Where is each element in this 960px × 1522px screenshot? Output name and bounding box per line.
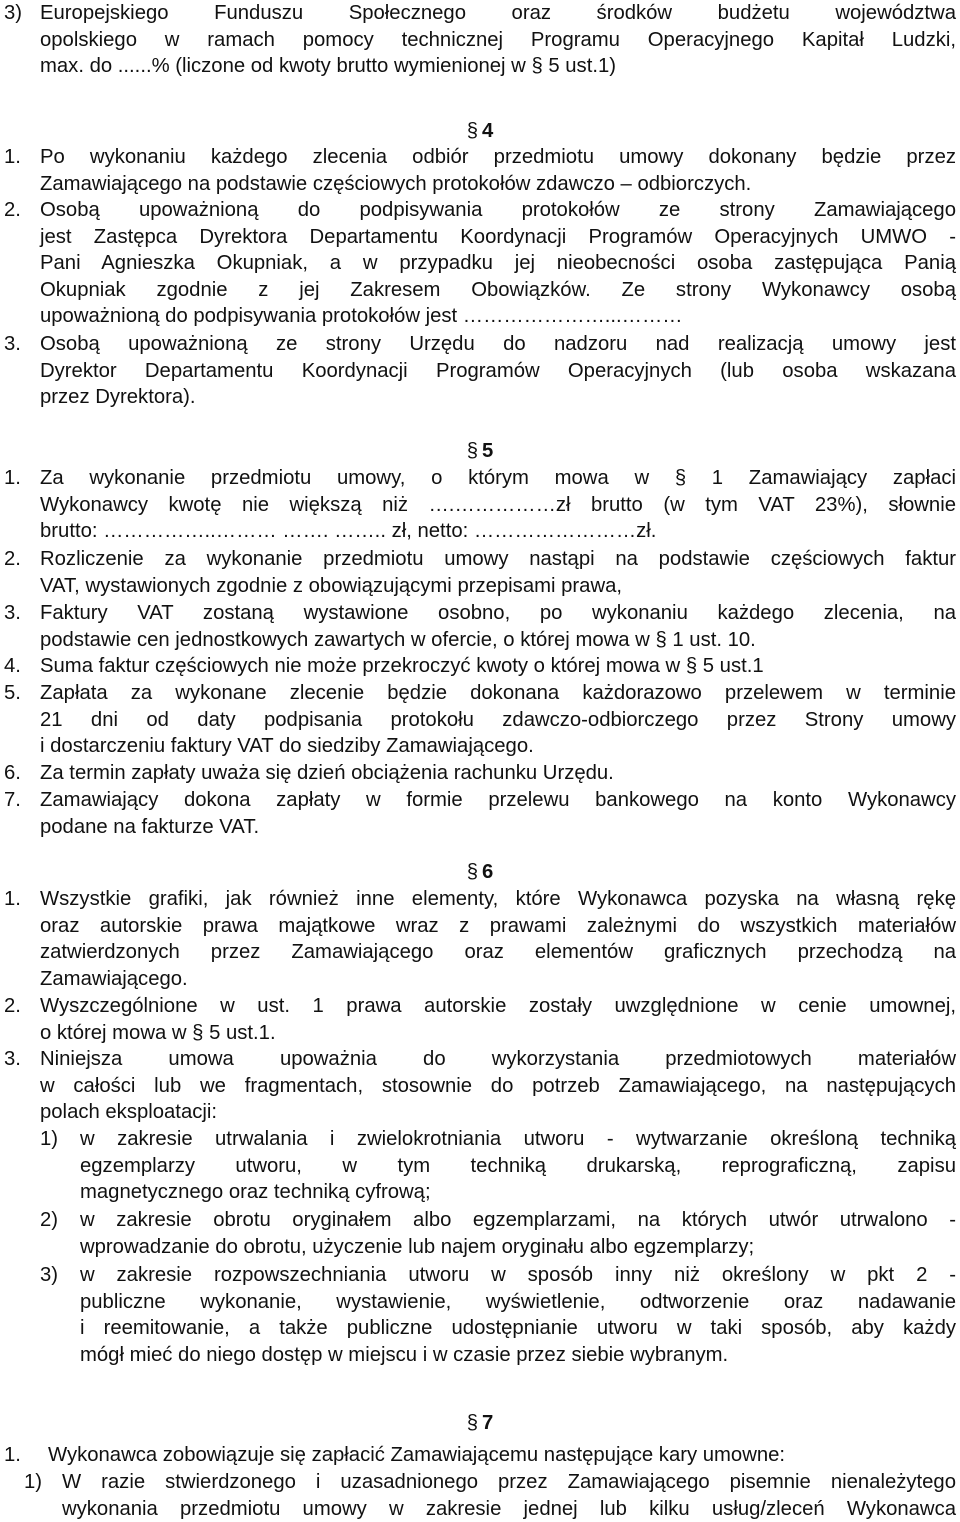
section-heading-5 — [0, 438, 960, 464]
item-text — [80, 1126, 956, 1206]
item-text — [40, 197, 956, 330]
item-number: 4. — [4, 653, 21, 680]
item-number: 1. — [4, 465, 21, 492]
item-number: 1. — [4, 1442, 21, 1469]
text-line: polach eksploatacji: — [40, 1099, 956, 1126]
text-line: magnetycznego oraz techniką cyfrową; — [80, 1179, 956, 1206]
section-symbol: § — [467, 120, 478, 142]
section-number: 7 — [482, 1412, 493, 1434]
text-line: Zamawiającego na podstawie częściowych protokołów zdawczo – odbiorczych. — [40, 171, 956, 198]
text-line: Po wykonaniu każdego zlecenia odbiór przedmiotu umowy dokonany będzie przez — [40, 144, 956, 171]
text-line: jest Zastępca Dyrektora Departamentu Koordynacji Programów Operacyjnych UMWO - — [40, 224, 956, 251]
item-text — [40, 1046, 956, 1126]
text-line: Faktury VAT zostaną wystawione osobno, po wykonaniu każdego zlecenia, na — [40, 600, 956, 627]
text-line: w zakresie rozpowszechniania utworu w sposób inny niż określony w pkt 2 - — [80, 1262, 956, 1289]
text-line: o której mowa w § 5 ust.1. — [40, 1020, 956, 1047]
text-line: Za termin zapłaty uważa się dzień obciążenia rachunku Urzędu. — [40, 760, 956, 787]
text-line: max. do ......% (liczone od kwoty brutto wymienionej w § 5 ust.1) — [40, 53, 956, 80]
item-number: 2. — [4, 993, 21, 1020]
item-text — [40, 0, 956, 80]
section-number: 5 — [482, 440, 493, 462]
text-line: Suma faktur częściowych nie może przekroczyć kwoty o której mowa w § 5 ust.1 — [40, 653, 956, 680]
item-number: 3. — [4, 600, 21, 627]
item-number: 3) — [40, 1262, 58, 1289]
text-line: Osobą upoważnioną do podpisywania protokołów ze strony Zamawiającego — [40, 197, 956, 224]
text-line: Wykonawca zobowiązuje się zapłacić Zamawiającemu następujące kary umowne: — [48, 1442, 956, 1469]
section-symbol: § — [467, 861, 478, 883]
item-number: 1) — [24, 1469, 42, 1496]
text-line: 21 dni od daty podpisania protokołu zdawczo-odbiorczego przez Strony umowy — [40, 707, 956, 734]
item-number: 2. — [4, 546, 21, 573]
item-number: 6. — [4, 760, 21, 787]
text-line: Dyrektor Departamentu Koordynacji Programów Operacyjnych (lub osoba wskazana — [40, 358, 956, 385]
section-heading-4 — [0, 118, 960, 144]
text-line: publiczne wykonanie, wystawienie, wyświetlenie, odtworzenie oraz nadawanie — [80, 1289, 956, 1316]
item-number: 2. — [4, 197, 21, 224]
text-line: i dostarczeniu faktury VAT do siedziby Zamawiającego. — [40, 733, 956, 760]
text-line: Okupniak zgodnie z jej Zakresem Obowiązków. Ze strony Wykonawcy osobą — [40, 277, 956, 304]
text-line: mógł mieć do niego dostęp w miejscu i w czasie przez siebie wybranym. — [80, 1342, 956, 1369]
item-number: 1) — [40, 1126, 58, 1153]
text-line: przez Dyrektora). — [40, 384, 956, 411]
text-line: Niniejsza umowa upoważnia do wykorzystania przedmiotowych materiałów — [40, 1046, 956, 1073]
item-text — [80, 1262, 956, 1368]
section-number: 4 — [482, 120, 493, 142]
text-line: Za wykonanie przedmiotu umowy, o którym mowa w § 1 Zamawiający zapłaci — [40, 465, 956, 492]
item-text — [40, 993, 956, 1046]
text-line: i reemitowanie, a także publiczne udostępnianie utworu w taki sposób, aby każdy — [80, 1315, 956, 1342]
item-text — [40, 465, 956, 545]
text-line: wykonania przedmiotu umowy w zakresie jednej lub kilku usług/zleceń Wykonawca — [62, 1496, 956, 1522]
item-text — [62, 1469, 956, 1522]
text-line: w zakresie utrwalania i zwielokrotniania utworu - wytwarzanie określoną techniką — [80, 1126, 956, 1153]
item-text — [40, 886, 956, 992]
item-text — [40, 600, 956, 653]
text-line: Pani Agnieszka Okupniak, a w przypadku jej nieobecności osoba zastępująca Panią — [40, 250, 956, 277]
text-line: opolskiego w ramach pomocy technicznej Programu Operacyjnego Kapitał Ludzki, — [40, 27, 956, 54]
text-line: zatwierdzonych przez Zamawiającego oraz elementów graficznych przechodzą na — [40, 939, 956, 966]
item-text — [40, 546, 956, 599]
item-text — [40, 760, 956, 787]
section-number: 6 — [482, 861, 493, 883]
text-line: Zapłata za wykonane zlecenie będzie dokonana każdorazowo przelewem w terminie — [40, 680, 956, 707]
text-line: upoważnioną do podpisywania protokołów jest …………………...……… — [40, 303, 956, 330]
text-line: Zamawiający dokona zapłaty w formie przelewu bankowego na konto Wykonawcy — [40, 787, 956, 814]
text-line: Osobą upoważnioną ze strony Urzędu do nadzoru nad realizacją umowy jest — [40, 331, 956, 358]
text-line: podstawie cen jednostkowych zawartych w ofercie, o której mowa w § 1 ust. 10. — [40, 627, 956, 654]
item-text — [40, 680, 956, 760]
item-text — [40, 787, 956, 840]
text-line: Zamawiającego. — [40, 966, 956, 993]
text-line: Europejskiego Funduszu Społecznego oraz środków budżetu województwa — [40, 0, 956, 27]
item-text — [40, 653, 956, 680]
text-line: VAT, wystawionych zgodnie z obowiązującymi przepisami prawa, — [40, 573, 956, 600]
text-line: egzemplarzy utworu, w tym techniką drukarską, reprograficzną, zapisu — [80, 1153, 956, 1180]
text-line: brutto: ……………..……… ……. …….. zł, netto: ……………………zł. — [40, 518, 956, 545]
section-symbol: § — [467, 440, 478, 462]
item-number: 3) — [4, 0, 22, 27]
item-number: 7. — [4, 787, 21, 814]
item-text — [80, 1207, 956, 1260]
text-line: oraz autorskie prawa majątkowe wraz z prawami zależnymi do wszystkich materiałów — [40, 913, 956, 940]
text-line: w całości lub we fragmentach, stosownie do potrzeb Zamawiającego, na następujących — [40, 1073, 956, 1100]
item-text — [40, 144, 956, 197]
item-text — [48, 1442, 956, 1469]
text-line: Wyszczególnione w ust. 1 prawa autorskie zostały uwzględnione w cenie umownej, — [40, 993, 956, 1020]
text-line: Rozliczenie za wykonanie przedmiotu umowy nastąpi na podstawie częściowych faktur — [40, 546, 956, 573]
item-number: 5. — [4, 680, 21, 707]
item-text — [40, 331, 956, 411]
item-number: 1. — [4, 886, 21, 913]
item-number: 3. — [4, 331, 21, 358]
section-symbol: § — [467, 1412, 478, 1434]
item-number: 3. — [4, 1046, 21, 1073]
text-line: Wykonawcy kwotę nie większą niż ….……………zł brutto (w tym VAT 23%), słownie — [40, 492, 956, 519]
item-number: 2) — [40, 1207, 58, 1234]
text-line: Wszystkie grafiki, jak również inne elementy, które Wykonawca pozyska na własną rękę — [40, 886, 956, 913]
section-heading-7 — [0, 1410, 960, 1436]
text-line: w zakresie obrotu oryginałem albo egzemplarzami, na których utwór utrwalono - — [80, 1207, 956, 1234]
text-line: wprowadzanie do obrotu, użyczenie lub najem oryginału albo egzemplarzy; — [80, 1234, 956, 1261]
section-heading-6 — [0, 859, 960, 885]
item-number: 1. — [4, 144, 21, 171]
text-line: W razie stwierdzonego i uzasadnionego przez Zamawiającego pisemnie nienależytego — [62, 1469, 956, 1496]
text-line: podane na fakturze VAT. — [40, 814, 956, 841]
